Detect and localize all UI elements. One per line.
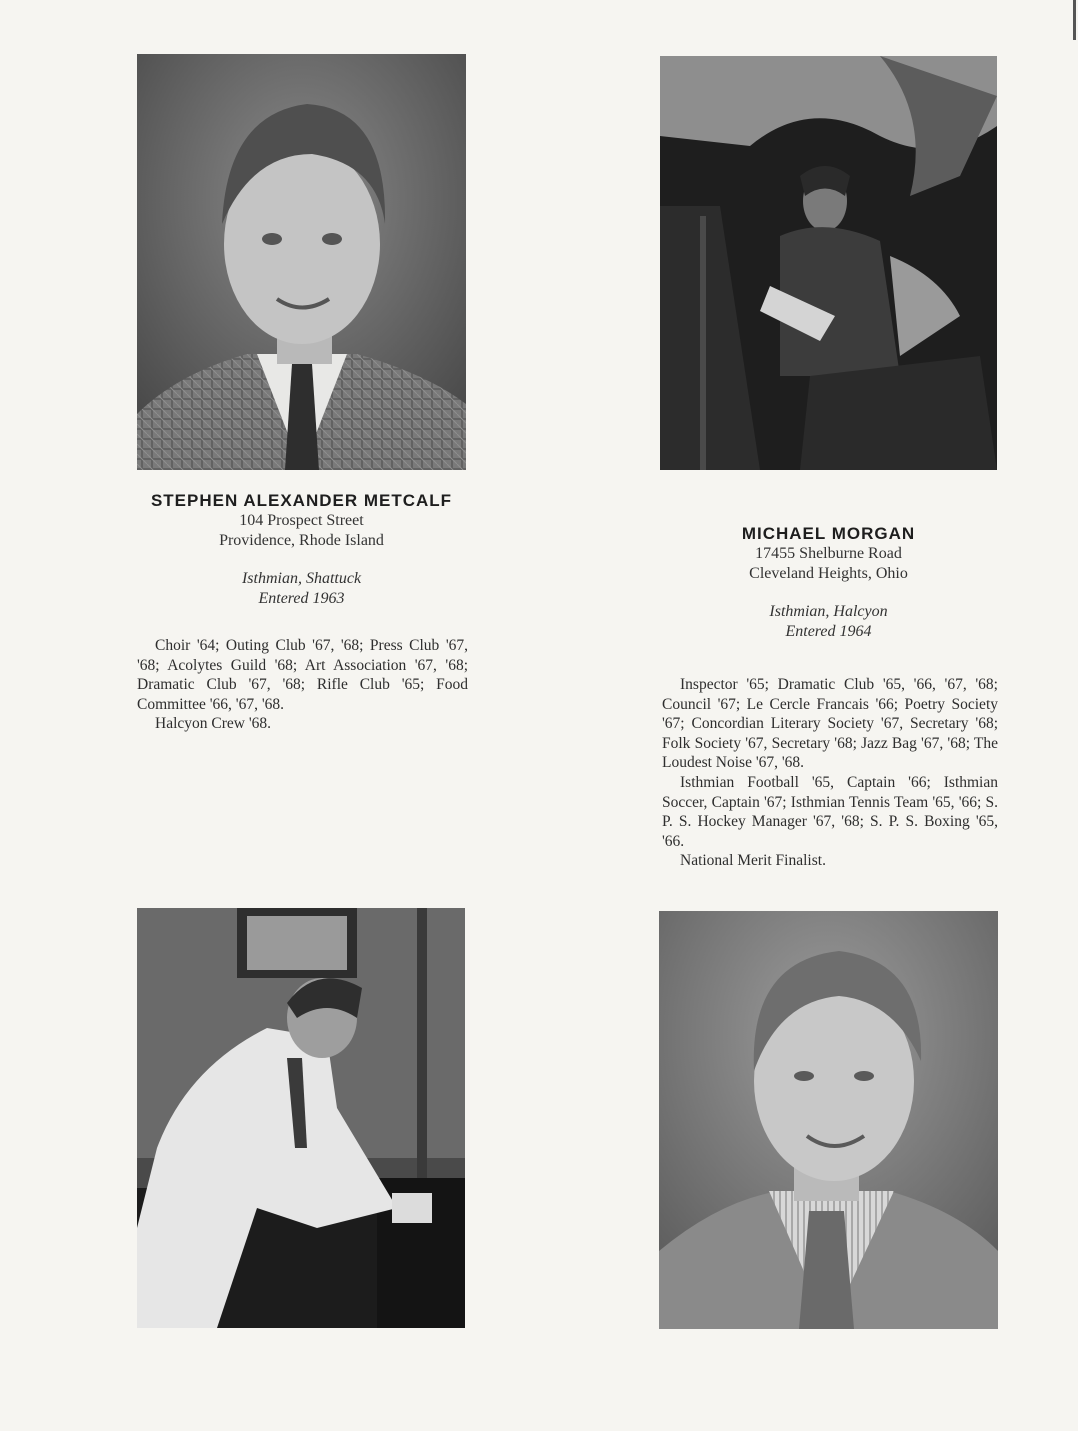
page-edge-mark <box>1073 0 1076 40</box>
entry-morgan <box>660 524 997 642</box>
activities-paragraph: Isthmian Football '65, Captain '66; Isthmian Soccer, Captain '67; Isthmian Tennis Team '65, '66; S. P. S. Hockey Manager '67, '68; S. P. S. Boxing '65, '66. <box>662 773 998 850</box>
student-name: STEPHEN ALEXANDER METCALF <box>150 491 453 510</box>
candid-photo-morgan-seated <box>660 56 997 470</box>
activities-paragraph: Inspector '65; Dramatic Club '65, '66, '67, '68; Council '67; Le Cercle Francais '66; Poetry Society '67; Concordian Literary Society '67, Secretary '68; Folk Society '67, Secretary '68; Jazz Bag '67, '68; The Loudest Noise '67, '68. <box>662 676 998 772</box>
entered-year: Entered 1963 <box>258 590 345 607</box>
activities-morgan <box>662 675 998 871</box>
entry-metcalf <box>137 491 466 609</box>
portrait-photo-morgan <box>659 911 998 1329</box>
activities-paragraph: National Merit Finalist. <box>680 852 826 870</box>
address-city: Cleveland Heights, Ohio <box>749 565 908 582</box>
student-name: MICHAEL MORGAN <box>741 524 916 543</box>
candid-photo-piano <box>137 908 465 1328</box>
address-street: 104 Prospect Street <box>239 512 364 529</box>
house-affiliation: Isthmian, Shattuck <box>241 570 362 587</box>
activities-paragraph: Choir '64; Outing Club '67, '68; Press Club '67, '68; Acolytes Guild '68; Art Association '67, '68; Dramatic Club '67, '68; Rifle Club '65; Food Committee '66, '67, '68. <box>137 637 468 713</box>
activities-metcalf <box>137 636 468 734</box>
activities-paragraph: Halcyon Crew '68. <box>155 715 272 733</box>
address-street: 17455 Shelburne Road <box>755 545 902 562</box>
house-affiliation: Isthmian, Halcyon <box>769 603 888 620</box>
address-city: Providence, Rhode Island <box>219 532 384 549</box>
entered-year: Entered 1964 <box>785 623 872 640</box>
portrait-photo-metcalf <box>137 54 466 470</box>
